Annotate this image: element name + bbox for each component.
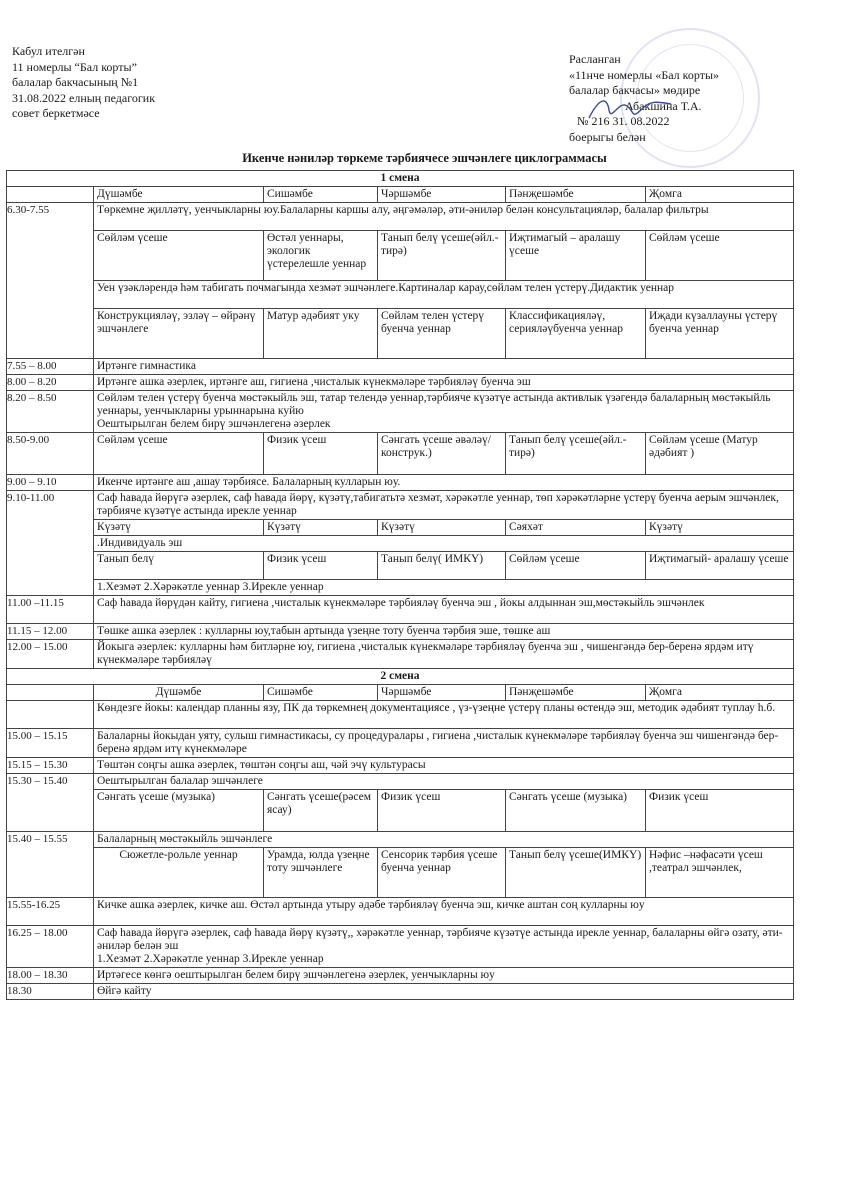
header-left-line: 31.08.2022 елның педагогик: [12, 90, 156, 105]
time-cell: 15.00 – 15.15: [7, 729, 94, 758]
header-right-line: Абакшина Т.А.: [625, 98, 702, 113]
shift-header-row: [7, 171, 794, 187]
day-activity-cell: Сөйләм үсеше: [646, 231, 794, 281]
table-row: [7, 968, 794, 984]
day-cell: Дүшәмбе: [94, 685, 264, 701]
day-activity-cell: Танып белү үсеше(әйл.-тирә): [506, 433, 646, 475]
table-row: [7, 520, 794, 536]
day-activity-cell: Матур әдәбият уку: [264, 309, 378, 359]
time-cell: 8.00 – 8.20: [7, 375, 94, 391]
signature: [585, 92, 675, 126]
day-activity-cell: Сөйләм үсеше (Матур әдәбият ): [646, 433, 794, 475]
day-activity-cell: Танып белү үсеше(ИМКҮ): [506, 848, 646, 898]
time-cell: 12.00 – 15.00: [7, 640, 94, 669]
table-row: [7, 758, 794, 774]
activity-cell: Иртәнге ашка әзерлек, иртәнге аш, гигиена ,чисталык күнекмәләре тәрбияләү буенча эш: [94, 375, 794, 391]
activity-cell: Өйгә кайту: [94, 984, 794, 1000]
activity-text: Сөйләм телен үстерү буенча мөстәкыйль эш, татар телендә уеннар,тәрбияче күзәтүе астында активлык үзәгендә балаларның мөстәкыйль уеннары, уенчыкларны урыннарына куйю: [97, 392, 771, 417]
document-title: Икенче нәниләр төркеме тәрбиячесе эшчәнлеге циклограммасы: [242, 151, 607, 165]
table-row: [7, 790, 794, 832]
table-row: [7, 898, 794, 926]
day-cell: Пәнҗешәмбе: [506, 685, 646, 701]
header-right-line: боерыгы белән: [569, 129, 646, 144]
table-row: [7, 729, 794, 758]
shift-header-row: [7, 669, 794, 685]
header-right-line: балалар бакчасы» мөдире: [569, 83, 701, 97]
day-activity-cell: Күзәтү: [378, 520, 506, 536]
activity-cell: Икенче иртәнге аш ,ашау тәрбиясе. Балаларның кулларын юу.: [94, 475, 794, 491]
activity-cell: Оештырылган балалар эшчәнлеге: [94, 774, 794, 790]
shift-label: 2 смена: [7, 669, 794, 685]
activity-cell: Саф һавада йөрүгә әзерлек, саф һавада йөрү, күзәтү,табигатьтә хезмәт, хәрәкәтле уеннар, төп хәрәкәтләрне үстерү буенча аерым эшчәнлек, тәрбияче күзәтүе астында ирекле уеннар: [94, 491, 794, 520]
header-left-line: совет беркетмәсе: [12, 106, 100, 120]
table-row: [7, 701, 794, 729]
activity-cell: Балаларны йокыдан уяту, сулыш гимнастикасы, су процедуралары , гигиена ,чисталык күнекмәләре тәрбияләү буенча эш чишенгәндә бер-беренә ярдәм итү күнекмәләре: [94, 729, 794, 758]
activity-cell: Балаларның мөстәкыйль эшчәнлеге: [94, 832, 794, 848]
table-row: [7, 475, 794, 491]
table-row: [7, 281, 794, 309]
table-row: [7, 231, 794, 281]
day-activity-cell: Классификацияләү, серияләүбуенча уеннар: [506, 309, 646, 359]
day-activity-cell: Сөйләм үсеше: [506, 552, 646, 580]
day-activity-cell: Танып белү( ИМКҮ): [378, 552, 506, 580]
table-row: [7, 375, 794, 391]
day-cell: Чәршәмбе: [378, 685, 506, 701]
day-activity-cell: Күзәтү: [264, 520, 378, 536]
day-cell: Пәнҗешәмбе: [506, 187, 646, 203]
day-activity-cell: Урамда, юлда үзеңне тоту эшчәнлеге: [264, 848, 378, 898]
time-cell: 15.15 – 15.30: [7, 758, 94, 774]
day-cell: Җомга: [646, 685, 794, 701]
day-activity-cell: Танып белү үсеше(әйл.-тирә): [378, 231, 506, 281]
table-row: [7, 640, 794, 669]
activity-cell: Иртәгесе көнгә оештырылган белем бирү эшчәнлегенә әзерлек, уенчыкларны юу: [94, 968, 794, 984]
day-cell: Чәршәмбе: [378, 187, 506, 203]
activity-text: Саф һавада йөрүгә әзерлек, саф һавада йөрү күзәтү,, хәрәкәтле уеннар, тәрбияче күзәтүе астында ирекле уеннар, балаларны өйгә озату, әти-әниләр белән эш: [97, 927, 783, 952]
activity-text: Оештырылган белем бирү эшчәнлегенә әзерлек: [97, 418, 331, 430]
table-row: [7, 774, 794, 790]
time-cell: 15.40 – 15.55: [7, 832, 94, 898]
activity-cell: 1.Хезмәт 2.Хәрәкәтле уеннар 3.Ирекле уеннар: [94, 580, 794, 596]
table-row: [7, 596, 794, 624]
day-activity-cell: Конструкцияләү, эзләү – өйрәнү эшчәнлеге: [94, 309, 264, 359]
table-row: [7, 203, 794, 231]
table-row: [7, 848, 794, 898]
time-cell: 18.00 – 18.30: [7, 968, 94, 984]
day-activity-cell: Өстәл уеннары, экологик үстерелешле уеннар: [264, 231, 378, 281]
time-cell: 9.00 – 9.10: [7, 475, 94, 491]
table-row: [7, 926, 794, 968]
time-cell: 8.20 – 8.50: [7, 391, 94, 433]
days-row: [7, 187, 794, 203]
header-left-line: Кабул ителгән: [12, 44, 85, 58]
table-row: [7, 491, 794, 520]
day-cell: Җомга: [646, 187, 794, 203]
day-activity-cell: Күзәтү: [646, 520, 794, 536]
time-cell: 8.50-9.00: [7, 433, 94, 475]
time-cell: 9.10-11.00: [7, 491, 94, 596]
table-row: [7, 536, 794, 552]
table-row: [7, 391, 794, 433]
time-cell: 18.30: [7, 984, 94, 1000]
day-activity-cell: Иҗтимагый- аралашу үсеше: [646, 552, 794, 580]
activity-text: 1.Хезмәт 2.Хәрәкәтле уеннар 3.Ирекле уеннар: [97, 953, 324, 965]
activity-cell: Йокыга әзерлек: кулларны һәм битләрне юу, гигиена ,чисталык күнекмәләре тәрбияләү буенча эш , чишенгәндә бер-беренә ярдәм итү күнекмәләре тәрбияләү: [94, 640, 794, 669]
day-activity-cell: Сөйләм үсеше: [94, 433, 264, 475]
time-cell: 6.30-7.55: [7, 203, 94, 359]
day-cell: Сишәмбе: [264, 685, 378, 701]
day-activity-cell: Сәнгать үсеше (музыка): [506, 790, 646, 832]
day-activity-cell: Сөйләм үсеше: [94, 231, 264, 281]
activity-cell: Уен үзәкләрендә һәм табигать почмагында хезмәт эшчәнлеге.Картиналар карау,сөйләм телен үстерү.Дидактик уеннар: [94, 281, 794, 309]
shift-label: 1 смена: [7, 171, 794, 187]
day-activity-cell: Физик үсеш: [264, 433, 378, 475]
table-row: [7, 309, 794, 359]
table-row: [7, 433, 794, 475]
table-row: [7, 552, 794, 580]
activity-cell: Төркемне җилләтү, уенчыкларны юу.Балаларны каршы алу, әңгәмәләр, әти-әниләр белән консультацияләр, балалар фильтры: [94, 203, 794, 231]
day-activity-cell: Физик үсеш: [646, 790, 794, 832]
day-activity-cell: Нәфис –нәфасәти үсеш ,театрал эшчәнлек,: [646, 848, 794, 898]
activity-cell: Кичке ашка әзерлек, кичке аш. Өстәл артында утыру әдәбе тәрбияләү буенча эш, кичке аштан соң кулларны юу: [94, 898, 794, 926]
day-cell: Сишәмбе: [264, 187, 378, 203]
day-activity-cell: Иҗтимагый – аралашу үсеше: [506, 231, 646, 281]
table-row: [7, 984, 794, 1000]
header-right-line: № 216 31. 08.2022: [577, 114, 670, 128]
empty-cell: [7, 701, 94, 729]
activity-cell: .Индивидуаль эш: [94, 536, 794, 552]
day-activity-cell: Сюжетле-рольле уеннар: [94, 848, 264, 898]
day-activity-cell: Физик үсеш: [264, 552, 378, 580]
header-right-line: Расланган: [569, 52, 621, 66]
header-left-line: балалар бакчасының №1: [12, 75, 139, 89]
activity-cell: Төштән соңгы ашка әзерлек, төштән соңгы аш, чәй эчү культурасы: [94, 758, 794, 774]
header-left-line: 11 номерлы “Бал корты”: [12, 59, 137, 74]
day-activity-cell: Танып белү: [94, 552, 264, 580]
empty-cell: [7, 685, 94, 701]
day-activity-cell: Иҗади күзаллауны үстерү буенча уеннар: [646, 309, 794, 359]
day-activity-cell: Сәнгать үсеше әвәләү/ конструк.): [378, 433, 506, 475]
day-activity-cell: Сенсорик тәрбия үсеше буенча уеннар: [378, 848, 506, 898]
table-row: [7, 624, 794, 640]
activity-cell: [94, 926, 794, 968]
activity-cell: Көндезге йокы: календар планны язу, ПК да төркемнең документациясе , үз-үзеңне үстерү планы өстендә эш, методик әдәбият туплау һ.б.: [94, 701, 794, 729]
activity-cell: [94, 391, 794, 433]
cyclogram-table: [6, 170, 794, 1000]
day-activity-cell: Сәнгать үсеше(рәсем ясау): [264, 790, 378, 832]
day-activity-cell: Сәяхәт: [506, 520, 646, 536]
day-activity-cell: Физик үсеш: [378, 790, 506, 832]
time-cell: 15.55-16.25: [7, 898, 94, 926]
time-cell: 7.55 – 8.00: [7, 359, 94, 375]
day-activity-cell: Күзәтү: [94, 520, 264, 536]
activity-cell: Саф һавада йөрүдән кайту, гигиена ,чисталык күнекмәләре тәрбияләү буенча эш , йокы алдыннан эш,мөстәкыйль эшчәнлек: [94, 596, 794, 624]
day-cell: Дүшәмбе: [94, 187, 264, 203]
activity-cell: Төшке ашка әзерлек : кулларны юу,табын артында үзеңне тоту буенча тәрбия эше, төшке аш: [94, 624, 794, 640]
table-row: [7, 359, 794, 375]
day-activity-cell: Сәнгать үсеше (музыка): [94, 790, 264, 832]
time-cell: 11.00 –11.15: [7, 596, 94, 624]
header-left-approval: [12, 44, 212, 122]
days-row: [7, 685, 794, 701]
activity-cell: Иртәнге гимнастика: [94, 359, 794, 375]
table-row: [7, 580, 794, 596]
day-activity-cell: Сөйләм телен үстерү буенча уеннар: [378, 309, 506, 359]
time-cell: 11.15 – 12.00: [7, 624, 94, 640]
header-right-line: «11нче номерлы «Бал корты»: [569, 67, 720, 82]
table-row: [7, 832, 794, 848]
empty-cell: [7, 187, 94, 203]
time-cell: 15.30 – 15.40: [7, 774, 94, 832]
time-cell: 16.25 – 18.00: [7, 926, 94, 968]
